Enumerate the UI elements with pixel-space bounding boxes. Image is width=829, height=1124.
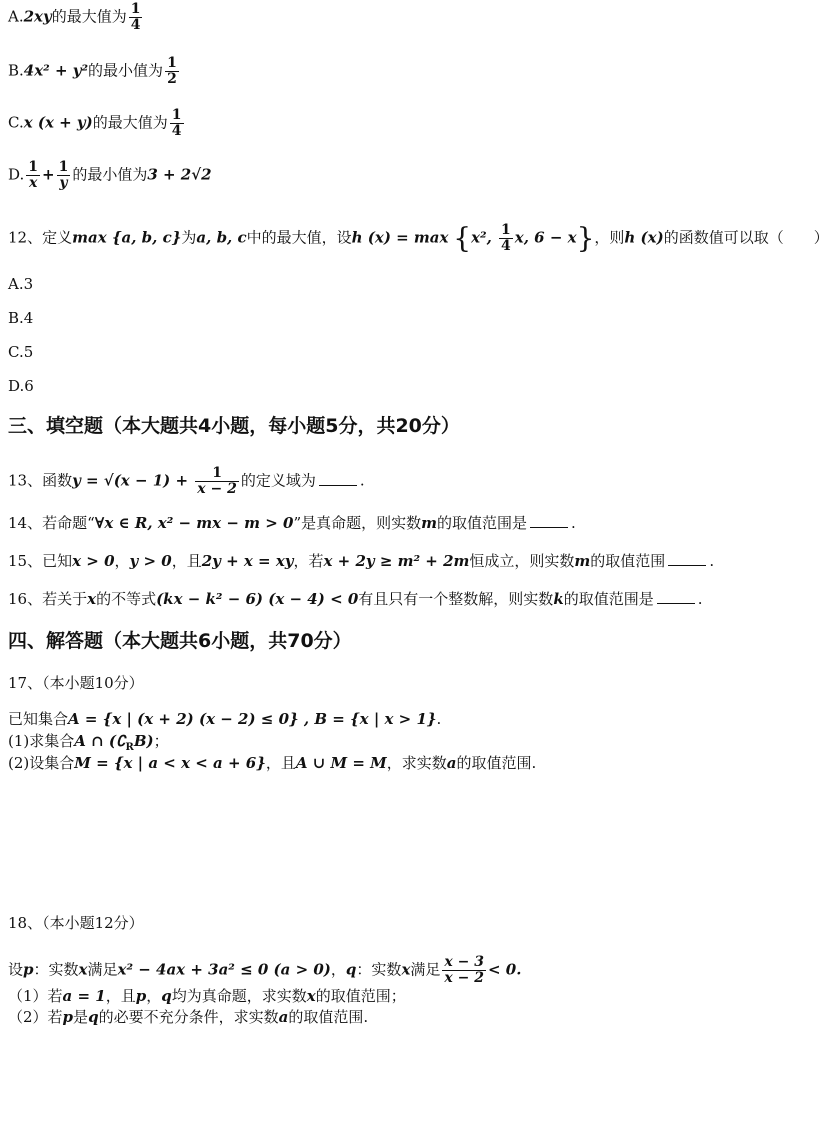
q11-option-a: A.2xy的最大值为 $\frac{1}{4}$ (8, 1, 141, 33)
q12-option-b: B.4 (8, 309, 34, 327)
fraction: $\frac{1}{y}$ (58, 159, 69, 191)
q11-option-d: D. $\frac{1}{x}$ + $\frac{1}{y}$ 的最小值为3 + 2√2 (8, 159, 212, 191)
fraction: $\frac{1}{4}$ (171, 107, 182, 139)
answer-blank (668, 551, 706, 566)
section-3-title: 三、填空题（本大题共4小题，每小题5分，共20分） (8, 415, 460, 437)
q12-option-d: D.6 (8, 377, 34, 395)
answer-blank (530, 513, 568, 528)
fraction: $\frac{1}{4}$ (501, 222, 511, 254)
fraction: $\frac{x - 3}{x - 2}$ (444, 954, 484, 986)
fraction: $\frac{1}{4}$ (130, 1, 141, 33)
answer-blank (657, 589, 695, 604)
q18-part-2: （2）若p是q的必要不充分条件，求实数a的取值范围. (8, 1008, 369, 1026)
question-14: 14、若命题“∀x ∈ R, x² − mx − m > 0”是真命题，则实数m的取值范围是 . (8, 514, 576, 532)
question-15: 15、已知x > 0，y > 0，且2y + x = xy，若x + 2y ≥ m² + 2m恒成立，则实数m的取值范围 . (8, 552, 715, 570)
answer-blank (319, 471, 357, 486)
q11-option-c: C.x (x + y)的最大值为 $\frac{1}{4}$ (8, 107, 182, 139)
q17-statement: 已知集合A = {x | (x + 2) (x − 2) ≤ 0} , B = {x | x > 1}. (8, 710, 442, 728)
q17-header: 17、（本小题10分） (8, 674, 144, 692)
q17-part-2: (2)设集合M = {x | a < x < a + 6}，且A ∪ M = M，求实数a的取值范围. (8, 754, 537, 772)
question-12: 12、定义max {a, b, c}为a, b, c中的最大值，设h (x) = max {x², $\frac{1}{4}$ x, 6 − x}，则h (x)的函数值可以取（ ） (8, 221, 829, 255)
q17-part-1: (1)求集合A ∩ $(∁_RB)$； (8, 732, 169, 753)
q18-header: 18、（本小题12分） (8, 914, 144, 932)
q18-statement: 设p：实数x满足x² − 4ax + 3a² ≤ 0 (a > 0)，q：实数x满足 $\frac{x - 3}{x - 2}$ < 0. (8, 954, 522, 986)
fraction: $\frac{1}{x - 2}$ (197, 465, 237, 497)
question-16: 16、若关于x的不等式(kx − k² − 6) (x − 4) < 0有且只有一个整数解，则实数k的取值范围是 . (8, 590, 703, 608)
q11-option-b: B.4x² + y²的最小值为 $\frac{1}{2}$ (8, 55, 177, 87)
q18-part-1: （1）若a = 1，且p，q均为真命题，求实数x的取值范围； (8, 987, 406, 1005)
fraction: $\frac{1}{2}$ (167, 55, 177, 87)
fraction: $\frac{1}{x}$ (28, 159, 39, 191)
q12-option-c: C.5 (8, 343, 34, 361)
q12-option-a: A.3 (8, 275, 34, 293)
question-13: 13、函数y = √(x − 1) + $\frac{1}{x - 2}$ 的定义域为 . (8, 465, 365, 497)
section-4-title: 四、解答题（本大题共6小题，共70分） (8, 630, 352, 652)
